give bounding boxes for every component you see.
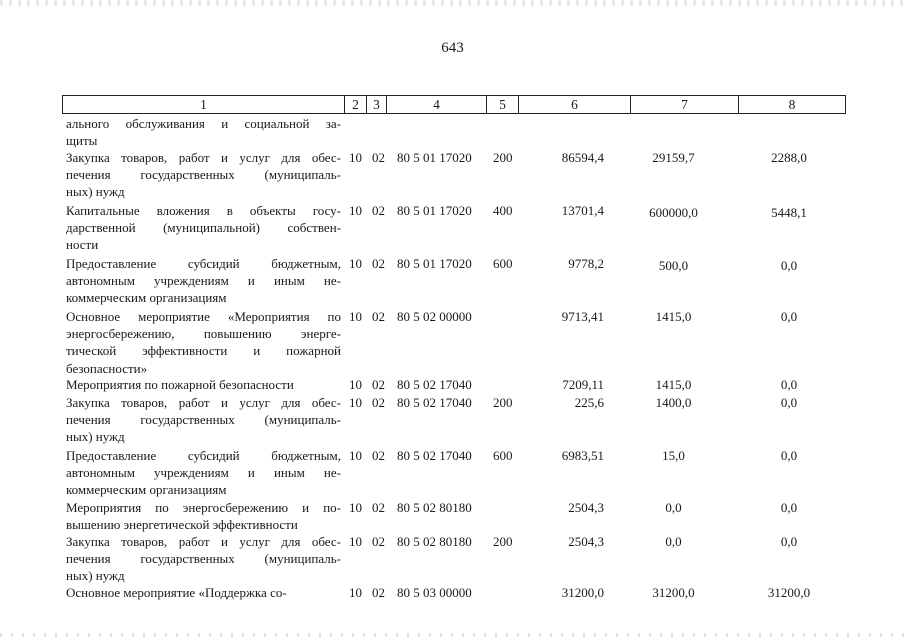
row-5-amount-col6-cell: 9713,41 [561, 309, 604, 324]
row-10-podrazdel-cell: 02 [372, 534, 385, 549]
row-8-razdel-cell: 10 [349, 448, 362, 463]
row-7-name-line: ных) нужд [66, 429, 125, 445]
row-8-name-line: автономным учреждениям и иным не- [66, 465, 341, 481]
row-6-name [66, 376, 341, 393]
row-8-name-line: коммерческим организациям [66, 482, 227, 498]
row-8-expense-type-cell: 600 [493, 448, 513, 463]
row-7-amount-col8-cell: 0,0 [780, 395, 798, 410]
row-7-razdel-cell: 10 [349, 395, 362, 410]
row-11-amount-col8-cell: 31200,0 [767, 585, 811, 600]
row-5-name [66, 308, 341, 377]
column-header-2: 2 [345, 96, 367, 114]
row-9-razdel-cell: 10 [349, 500, 362, 515]
row-4-amount-col8-cell: 0,0 [780, 258, 798, 273]
row-6-amount-col7-cell: 1415,0 [655, 377, 692, 392]
row-9-podrazdel-cell: 02 [372, 500, 385, 515]
row-3-amount-col7-cell: 600000,0 [649, 205, 698, 220]
row-2-razdel-cell: 10 [349, 150, 362, 165]
row-4-expense-type-cell: 600 [493, 256, 513, 271]
row-3-amount-col6-cell: 13701,4 [561, 203, 604, 218]
row-9-amount-col6-cell: 2504,3 [568, 500, 604, 515]
column-header-3: 3 [367, 96, 387, 114]
row-9-name-line: Мероприятия по энергосбережению и по- [66, 500, 341, 515]
row-2-name-line: печения государственных (муниципаль- [66, 167, 341, 183]
row-9-name [66, 499, 341, 533]
row-8-target-article-cell: 80 5 02 17040 [397, 448, 472, 463]
row-7-name [66, 394, 341, 446]
row-11-amount-col6-cell: 31200,0 [561, 585, 604, 600]
row-9-name-line: вышению энергетической эффективности [66, 517, 298, 533]
row-6-target-article-cell: 80 5 02 17040 [397, 377, 472, 392]
row-4-name-line: автономным учреждениям и иным не- [66, 273, 341, 289]
row-3-name-line: Капитальные вложения в объекты госу- [66, 203, 341, 218]
row-3-name-line: дарственной (муниципальной) собствен- [66, 220, 341, 236]
row-5-name-line: Основное мероприятие «Мероприятия по [66, 309, 341, 324]
row-5-razdel-cell: 10 [349, 309, 362, 324]
row-11-podrazdel-cell: 02 [372, 585, 385, 600]
row-8-name [66, 447, 341, 499]
row-2-name-line: ных) нужд [66, 184, 125, 200]
row-11-amount-col7-cell: 31200,0 [652, 585, 695, 600]
row-9-amount-col8-cell: 0,0 [780, 500, 798, 515]
column-header-5: 5 [487, 96, 519, 114]
row-7-name-line: Закупка товаров, работ и услуг для обес- [66, 395, 341, 410]
row-9-amount-col7-cell: 0,0 [665, 500, 682, 515]
row-11-name-line: Основное мероприятие «Поддержка со- [66, 585, 287, 600]
page-number: 643 [441, 40, 464, 56]
row-11-target-article-cell: 80 5 03 00000 [397, 585, 472, 600]
column-header-6: 6 [519, 96, 631, 114]
row-11-name [66, 584, 341, 601]
row-5-target-article-cell: 80 5 02 00000 [397, 309, 472, 324]
row-6-name-line: Мероприятия по пожарной безопасности [66, 377, 294, 392]
row-10-name-line: печения государственных (муниципаль- [66, 551, 341, 567]
row-7-amount-col7-cell: 1400,0 [655, 395, 692, 410]
row-10-razdel-cell: 10 [349, 534, 362, 549]
row-9-target-article-cell: 80 5 02 80180 [397, 500, 472, 515]
row-10-amount-col8-cell: 0,0 [780, 534, 798, 549]
row-11-razdel-cell: 10 [349, 585, 362, 600]
row-3-razdel-cell: 10 [349, 203, 362, 218]
row-3-podrazdel-cell: 02 [372, 203, 385, 218]
row-6-podrazdel-cell: 02 [372, 377, 385, 392]
row-7-podrazdel-cell: 02 [372, 395, 385, 410]
row-5-name-line: тической эффективности и пожарной [66, 343, 341, 359]
column-header-7: 7 [631, 96, 739, 114]
row-5-amount-col7-cell: 1415,0 [655, 309, 692, 324]
row-5-name-line: безопасности» [66, 360, 148, 376]
row-8-podrazdel-cell: 02 [372, 448, 385, 463]
row-3-amount-col8-cell: 5448,1 [771, 205, 807, 220]
column-header-8: 8 [739, 96, 846, 114]
column-header-4: 4 [387, 96, 487, 114]
row-2-name-line: Закупка товаров, работ и услуг для обес- [66, 150, 341, 165]
column-header-1: 1 [63, 96, 345, 114]
row-7-target-article-cell: 80 5 02 17040 [397, 395, 472, 410]
row-8-amount-col8-cell: 0,0 [780, 448, 798, 463]
row-2-name [66, 149, 341, 201]
row-4-name [66, 255, 341, 307]
row-5-amount-col8-cell: 0,0 [780, 309, 798, 324]
row-6-amount-col8-cell: 0,0 [780, 377, 798, 392]
row-2-amount-col6-cell: 86594,4 [561, 150, 604, 165]
row-8-name-line: Предоставление субсидий бюджетным, [66, 448, 341, 463]
scan-edge-bottom [0, 633, 905, 637]
row-8-amount-col7-cell: 15,0 [662, 448, 685, 463]
row-4-target-article-cell: 80 5 01 17020 [397, 256, 472, 271]
row-8-amount-col6-cell: 6983,51 [561, 448, 604, 463]
row-4-name-line: Предоставление субсидий бюджетным, [66, 256, 341, 271]
row-10-target-article-cell: 80 5 02 80180 [397, 534, 472, 549]
row-4-razdel-cell: 10 [349, 256, 362, 271]
row-3-name [66, 202, 341, 254]
row-10-expense-type-cell: 200 [493, 534, 513, 549]
row-7-amount-col6-cell: 225,6 [574, 395, 604, 410]
row-4-podrazdel-cell: 02 [372, 256, 385, 271]
row-2-amount-col8-cell: 2288,0 [771, 150, 807, 165]
row-4-amount-col7-cell: 500,0 [658, 258, 689, 273]
row-2-amount-col7-cell: 29159,7 [652, 150, 695, 165]
row-7-name-line: печения государственных (муниципаль- [66, 412, 341, 428]
row-3-target-article-cell: 80 5 01 17020 [397, 203, 472, 218]
row-7-expense-type-cell: 200 [493, 395, 513, 410]
row-4-amount-col6-cell: 9778,2 [568, 256, 604, 271]
row-2-target-article-cell: 80 5 01 17020 [397, 150, 472, 165]
row-1-name-line: ального обслуживания и социальной за- [66, 116, 341, 131]
row-3-expense-type-cell: 400 [493, 203, 513, 218]
row-1-name [66, 115, 341, 149]
row-2-expense-type-cell: 200 [493, 150, 513, 165]
row-6-razdel-cell: 10 [349, 377, 362, 392]
row-10-amount-col7-cell: 0,0 [665, 534, 682, 549]
row-10-name-line: Закупка товаров, работ и услуг для обес- [66, 534, 341, 549]
row-3-name-line: ности [66, 237, 99, 253]
row-5-name-line: энергосбережению, повышению энерге- [66, 326, 341, 342]
row-6-amount-col6-cell: 7209,11 [562, 377, 604, 392]
row-10-name [66, 533, 341, 585]
row-1-name-line: щиты [66, 133, 98, 149]
row-4-name-line: коммерческим организациям [66, 290, 227, 306]
row-10-name-line: ных) нужд [66, 568, 125, 584]
row-10-amount-col6-cell: 2504,3 [568, 534, 604, 549]
row-2-podrazdel-cell: 02 [372, 150, 385, 165]
row-5-podrazdel-cell: 02 [372, 309, 385, 324]
